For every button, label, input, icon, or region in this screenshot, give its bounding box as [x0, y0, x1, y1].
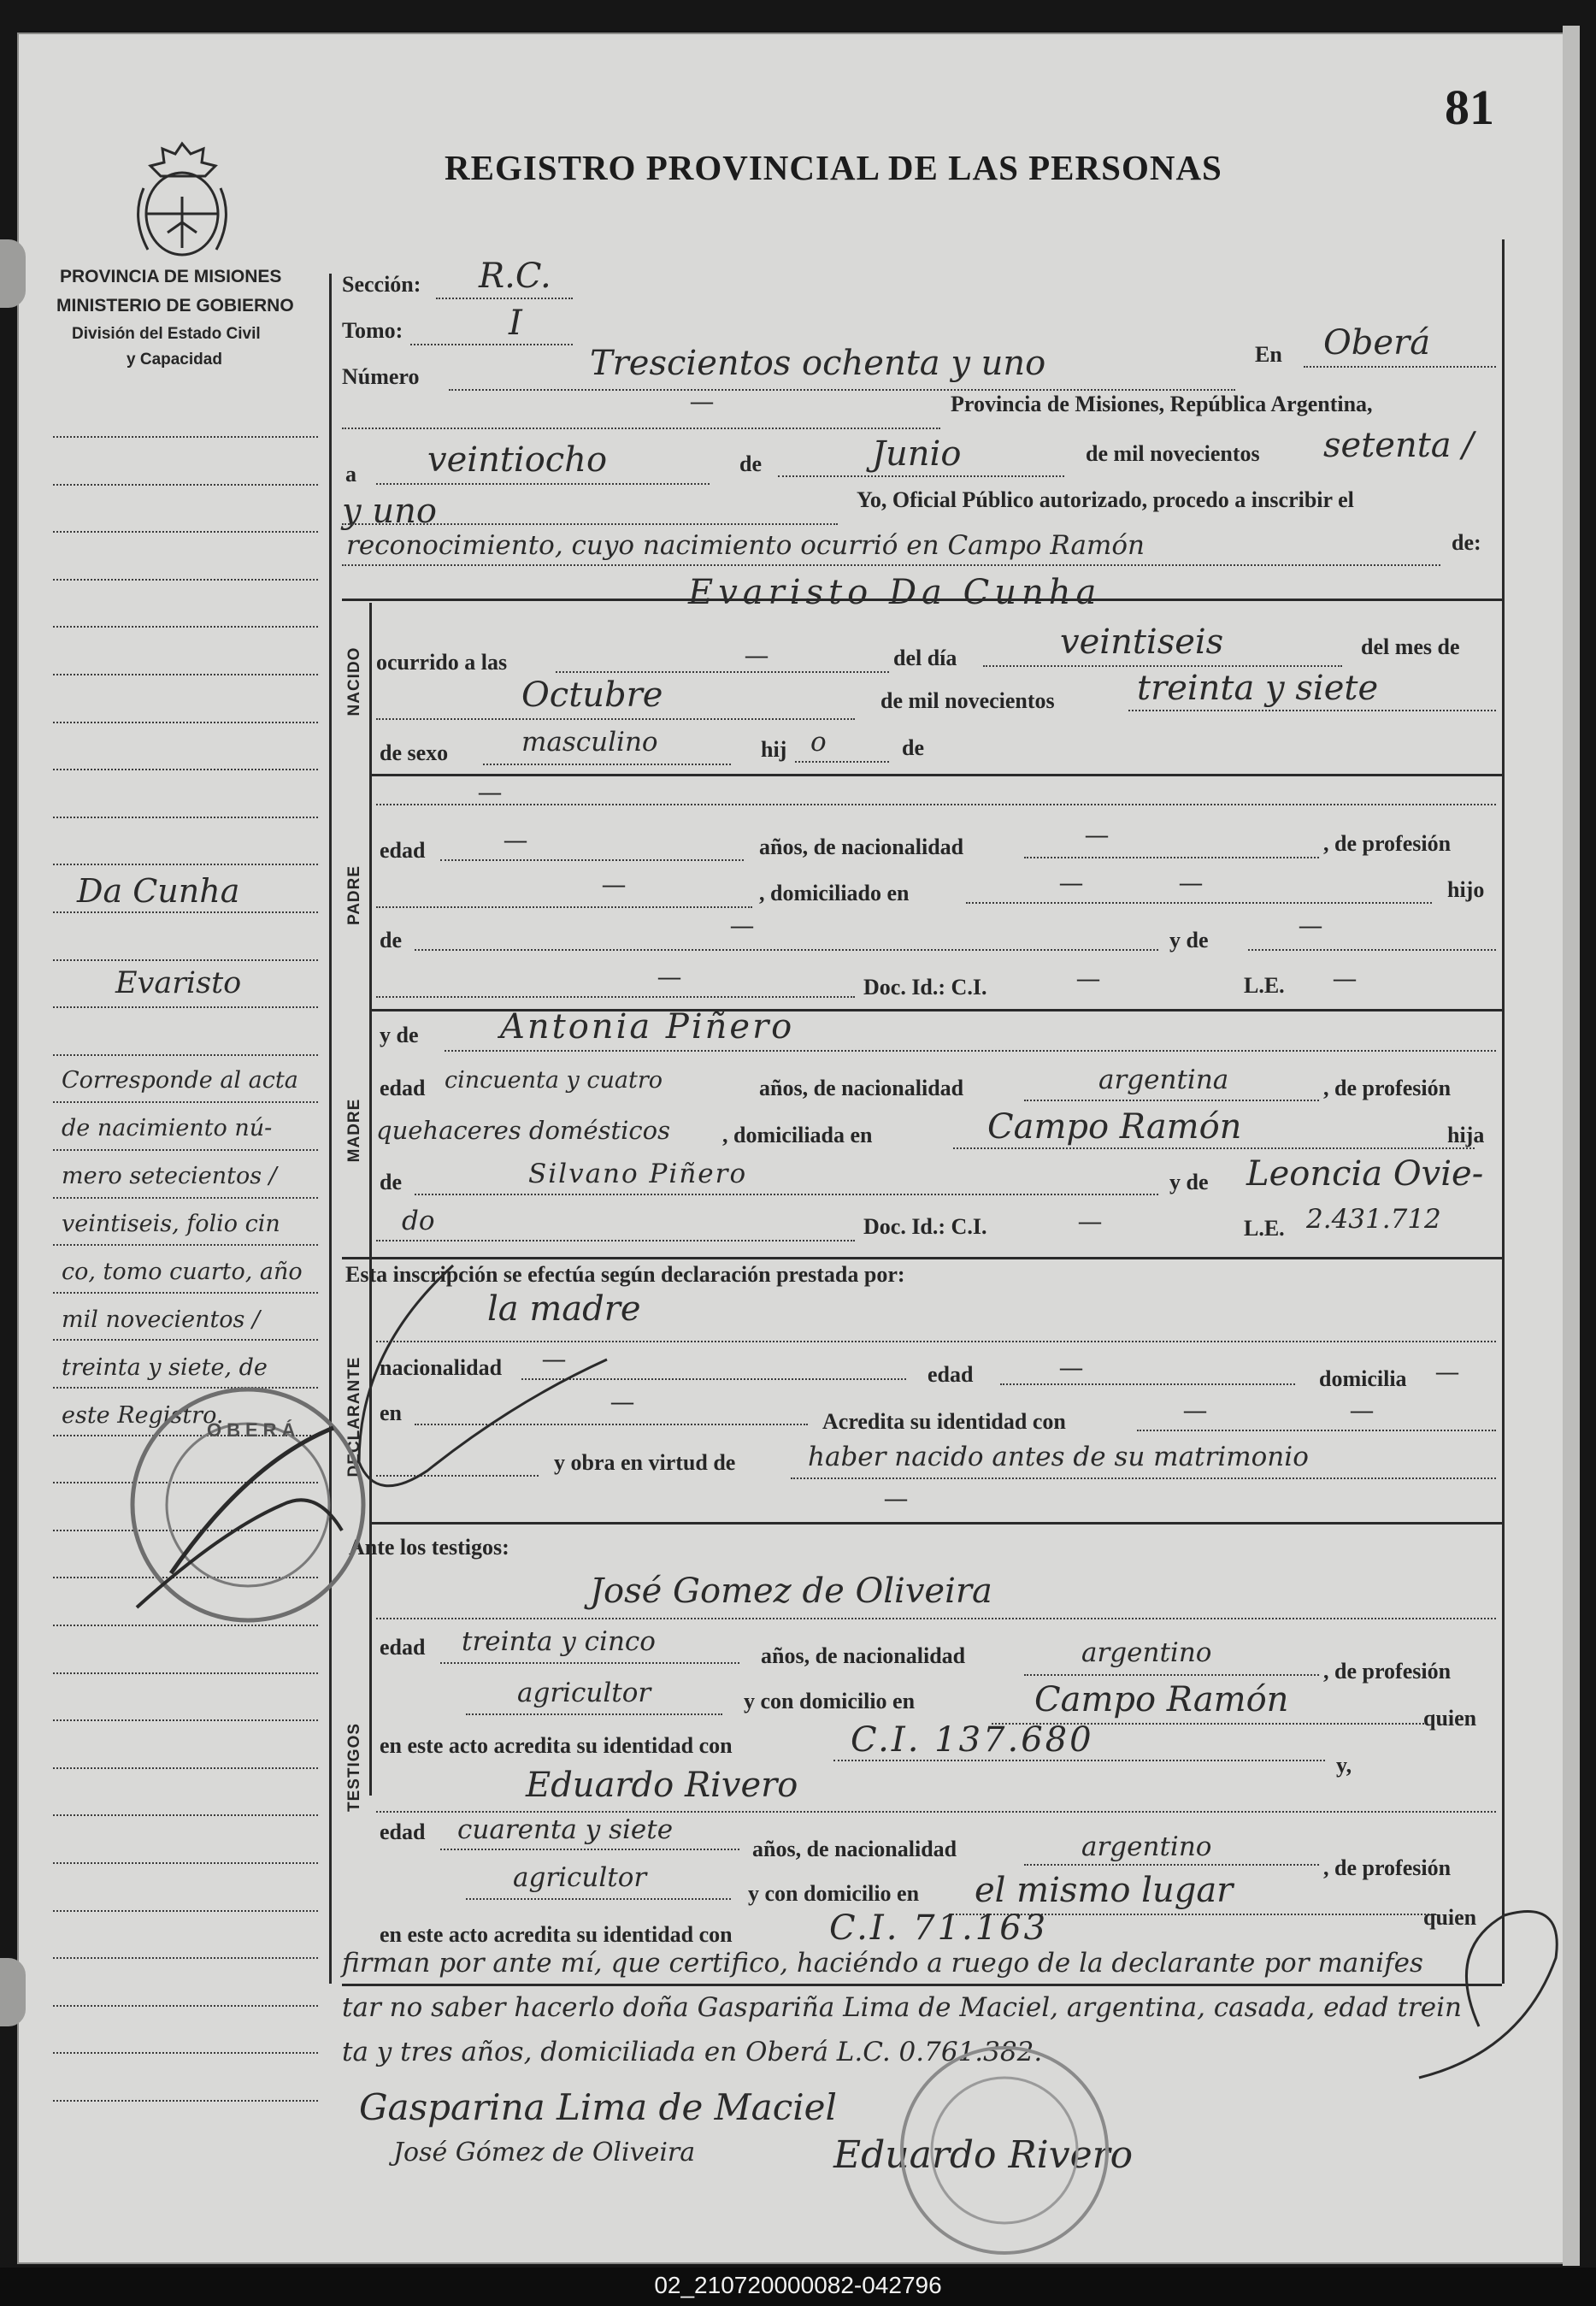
signature-flourish-icon: [1368, 1881, 1564, 2103]
padre-edad-dash: —: [504, 828, 527, 852]
padre-dash: —: [479, 780, 501, 805]
a-label: a: [345, 462, 356, 487]
seccion-value: R.C.: [479, 257, 551, 296]
del-mes-label: del mes de: [1361, 634, 1460, 659]
declarante-edad-label: edad: [928, 1362, 974, 1387]
madre-anos-label: años, de nacionalidad: [759, 1076, 964, 1100]
t1-edad-line: [440, 1662, 739, 1664]
anio-value: setenta /: [1323, 426, 1474, 465]
margin-rule: [53, 911, 318, 913]
domicilia-label: domicilia: [1319, 1366, 1407, 1391]
section-rule: [371, 774, 1502, 776]
madre-de-label: de: [380, 1170, 402, 1194]
section-madre: MADRE: [345, 1098, 363, 1163]
padre-doc-label: Doc. Id.: C.I.: [863, 975, 987, 1000]
margin-rule: [53, 1006, 318, 1008]
padre-ci-dash: —: [1077, 966, 1099, 991]
nacido-dia-value: veintiseis: [1060, 622, 1224, 662]
office-division: División del Estado Civil: [72, 325, 261, 343]
t1-profesion: agricultor: [517, 1678, 651, 1708]
madre-profesion-label: , de profesión: [1323, 1076, 1452, 1100]
t1-nacionalidad: argentino: [1081, 1637, 1212, 1668]
declarante-en-label: en: [380, 1401, 402, 1425]
margin-note-line: Corresponde al acta: [62, 1067, 298, 1094]
nacido-anio-value: treinta y siete: [1137, 669, 1379, 708]
binding-hole: [0, 1958, 26, 2026]
margin-rule: [53, 484, 318, 486]
seccion-line: [436, 298, 573, 299]
page-edge: [1563, 26, 1580, 2266]
padre-name-line: [376, 804, 1496, 805]
margin-rule: [53, 2100, 318, 2102]
office-province: PROVINCIA DE MISIONES: [60, 267, 282, 286]
margin-note-line: treinta y siete, de: [62, 1354, 268, 1381]
margin-note-line: mero setecientos /: [62, 1163, 277, 1189]
margin-rule: [53, 1054, 318, 1056]
margin-rule: [53, 2005, 318, 2007]
margin-apellido: Da Cunha: [77, 872, 240, 910]
margin-rule: [53, 864, 318, 865]
madre-padre-line: [415, 1194, 1158, 1195]
ocurrido-label: ocurrido a las: [376, 650, 508, 675]
closing-line-3: ta y tres años, domiciliada en Oberá L.C. 0.761.382.: [342, 2037, 1043, 2067]
signature-testigo-2: Eduardo Rivero: [833, 2133, 1134, 2177]
margin-rule: [53, 579, 318, 581]
padre-nac-line: [1024, 857, 1319, 858]
t1-prof-line: [466, 1713, 722, 1715]
margin-note-line: mil novecientos /: [62, 1306, 261, 1333]
madre-y-de-label: y de: [380, 1023, 419, 1047]
padre-y-de-label: y de: [1169, 928, 1209, 952]
t1-quien-label: quien: [1423, 1706, 1477, 1731]
nacido-mes-line: [376, 718, 855, 720]
t2-profesion: agricultor: [513, 1862, 647, 1893]
padre-profesion-label: , de profesión: [1323, 831, 1452, 856]
tomo-line: [410, 344, 573, 345]
madre-edad-label: edad: [380, 1076, 426, 1100]
declarante-por-value: la madre: [487, 1289, 641, 1329]
de-label: de: [739, 451, 762, 476]
margin-note-line: veintiseis, folio cin: [62, 1211, 280, 1237]
t1-edad-label: edad: [380, 1635, 426, 1660]
t2-domicilio-label: y con domicilio en: [748, 1881, 920, 1906]
nacido-anio-line: [1128, 710, 1496, 711]
nacido-de-label: de: [902, 735, 924, 760]
seal-text: OBERÁ: [207, 1419, 301, 1441]
en-line: [1304, 366, 1496, 368]
hij-label: hij: [761, 737, 787, 762]
mes-line: [778, 475, 1064, 477]
section-testigos: TESTIGOS: [345, 1722, 363, 1813]
declarante-acredita-dash-2: —: [1351, 1398, 1373, 1423]
lower-seal-icon: [855, 2035, 1154, 2266]
madre-nombre-line: [445, 1050, 1496, 1052]
en-label: En: [1255, 342, 1282, 367]
madre-le-value: 2.431.712: [1306, 1204, 1441, 1235]
declarante-intro: Esta inscripción se efectúa según declaración prestada por:: [345, 1262, 905, 1287]
margin-rule: [53, 1719, 318, 1721]
inscribir-line: [342, 564, 1440, 566]
page-number: 81: [1445, 80, 1494, 135]
padre-y-de-line: [1248, 949, 1496, 951]
section-declarante: DECLARANTE: [345, 1356, 363, 1477]
padre-prof-dash: —: [603, 872, 625, 897]
padre-edad-label: edad: [380, 838, 426, 863]
t2-nombre: Eduardo Rivero: [526, 1766, 798, 1805]
nacido-mil-label: de mil novecientos: [880, 688, 1055, 713]
tomo-value: I: [509, 304, 522, 343]
hij-value: o: [810, 727, 827, 758]
madre-madre-value: Leoncia Ovie-: [1246, 1154, 1484, 1194]
t1-doc-line: [833, 1760, 1325, 1761]
margin-note-line: este Registro.: [62, 1402, 224, 1429]
t2-prof-line: [466, 1898, 731, 1900]
dia-line: [376, 483, 710, 485]
sexo-value: masculino: [521, 727, 658, 758]
t2-quien-label: quien: [1423, 1905, 1477, 1930]
t2-acredita-label: en este acto acredita su identidad con: [380, 1922, 733, 1947]
declarante-edad-line: [1000, 1383, 1295, 1385]
mes-value: Junio: [872, 434, 962, 474]
mil-label: de mil novecientos: [1086, 441, 1260, 466]
t2-nacionalidad: argentino: [1081, 1831, 1212, 1862]
declarante-edad-dash: —: [1060, 1355, 1082, 1380]
margin-rule: [53, 1339, 318, 1341]
nombre-value: Evaristo Da Cunha: [688, 573, 1102, 612]
office-ministry: MINISTERIO DE GOBIERNO: [56, 296, 294, 316]
madre-le-label: L.E.: [1244, 1216, 1285, 1241]
signature-testigo-1: José Gómez de Oliveira: [393, 2138, 696, 2167]
margin-rule: [53, 674, 318, 675]
margin-rule: [53, 722, 318, 723]
section-nacido: NACIDO: [345, 646, 363, 717]
margin-rule: [53, 1149, 318, 1151]
anio-line: [342, 523, 838, 525]
t1-y-label: y,: [1336, 1753, 1352, 1778]
hij-line: [795, 761, 889, 763]
margin-rule: [53, 436, 318, 438]
numero-value: Trescientos ochenta y uno: [590, 344, 1046, 383]
declarante-en-dash: —: [611, 1389, 633, 1414]
nacido-mes-value: Octubre: [521, 675, 663, 715]
binding-hole: [0, 239, 26, 308]
anio-value-2: y uno: [342, 492, 437, 531]
dia-value: veintiocho: [427, 440, 608, 480]
madre-nacionalidad-value: argentina: [1098, 1065, 1229, 1095]
obra-label: y obra en virtud de: [554, 1450, 736, 1475]
signature-stroke-icon: [325, 1248, 615, 1539]
form-right-border: [1502, 239, 1505, 1984]
madre-doc-label: Doc. Id.: C.I.: [863, 1214, 987, 1239]
las-value: —: [745, 643, 768, 668]
page-title: REGISTRO PROVINCIAL DE LAS PERSONAS: [445, 148, 1222, 187]
t1-doc: C.I. 137.680: [851, 1720, 1094, 1760]
margin-rule: [53, 1957, 318, 1959]
t2-nac-line: [1024, 1864, 1319, 1866]
en-value: Oberá: [1323, 323, 1431, 363]
inscribir-value: reconocimiento, cuyo nacimiento ocurrió en Campo Ramón: [346, 530, 1145, 561]
margin-note-line: de nacimiento nú-: [62, 1115, 273, 1141]
madre-y-de2-label: y de: [1169, 1170, 1209, 1194]
numero-line: [449, 389, 1235, 391]
section-padre: PADRE: [345, 864, 363, 926]
t2-domicilio: el mismo lugar: [975, 1871, 1234, 1910]
de-colon: de:: [1452, 530, 1481, 555]
madre-domicilio-value: Campo Ramón: [987, 1107, 1242, 1147]
tomo-label: Tomo:: [342, 318, 403, 343]
madre-dom-line: [953, 1147, 1475, 1149]
madre-nombre-value: Antonia Piñero: [500, 1007, 795, 1047]
t1-anos-label: años, de nacionalidad: [761, 1643, 966, 1668]
padre-y-de-dash: —: [1299, 913, 1322, 938]
padre-de-label: de: [380, 928, 402, 952]
t1-nombre: José Gomez de Oliveira: [590, 1572, 992, 1611]
padre-dom-dash: —: [1060, 870, 1082, 895]
padre-doc-dash: —: [658, 964, 680, 989]
del-dia-label: del día: [893, 646, 957, 670]
padre-nac-dash: —: [1086, 823, 1108, 847]
sexo-line: [483, 764, 731, 765]
t2-edad-line: [440, 1849, 739, 1850]
hijo-label: hijo: [1447, 877, 1485, 902]
madre-profesion-value: quehaceres domésticos: [376, 1116, 670, 1145]
padre-de-line: [415, 949, 1158, 951]
las-line: [556, 671, 889, 673]
margin-rule: [53, 626, 318, 628]
margin-rule: [53, 1244, 318, 1246]
madre-madre-value-2: do: [402, 1206, 435, 1236]
padre-doc-line: [376, 996, 855, 998]
domiciliada-label: , domiciliada en: [722, 1123, 873, 1147]
coat-of-arms-icon: [127, 137, 238, 265]
testigos-intro: Ante los testigos:: [349, 1535, 509, 1560]
signature-declarante: Gasparina Lima de Maciel: [359, 2086, 837, 2128]
declarante-nac-label: nacionalidad: [380, 1355, 503, 1380]
t2-doc: C.I. 71.163: [829, 1908, 1049, 1948]
t2-edad: cuarenta y siete: [457, 1814, 674, 1845]
provincia-line: [342, 428, 940, 429]
margin-rule: [53, 817, 318, 818]
declarante-acredita-dash: —: [1184, 1398, 1206, 1423]
closing-line-2: tar no saber hacerlo doña Gaspariña Lima de Maciel, argentina, casada, edad trein: [342, 1992, 1462, 2023]
oficial-text: Yo, Oficial Público autorizado, procedo a inscribir el: [857, 487, 1354, 512]
acredita-label: Acredita su identidad con: [822, 1409, 1066, 1434]
margin-rule: [53, 1672, 318, 1674]
margin-rule: [53, 1101, 318, 1103]
padre-prof-line: [376, 906, 752, 908]
padre-dom-line: [966, 902, 1432, 904]
margin-rule: [53, 959, 318, 961]
t1-nombre-line: [376, 1618, 1496, 1619]
padre-le-dash: —: [1334, 966, 1356, 991]
t2-profesion-label: , de profesión: [1323, 1855, 1452, 1880]
padre-dom-dash-2: —: [1180, 870, 1202, 895]
padre-le-label: L.E.: [1244, 973, 1285, 998]
t1-domicilio-label: y con domicilio en: [744, 1689, 916, 1713]
margin-rule: [53, 1910, 318, 1912]
madre-doc-line: [376, 1240, 855, 1241]
closing-line-1: firman por ante mí, que certifico, haciéndo a ruego de la declarante por manifes: [342, 1948, 1423, 1979]
obra-line: [791, 1477, 1496, 1479]
margin-rule: [53, 769, 318, 770]
madre-ci-value: —: [1079, 1209, 1101, 1234]
declarante-nac-dash: —: [543, 1347, 565, 1371]
numero-label: Número: [342, 364, 420, 389]
margin-rule: [53, 1767, 318, 1769]
obra-dash: —: [885, 1486, 907, 1511]
margin-rule: [53, 2052, 318, 2054]
margin-rule: [53, 1292, 318, 1294]
declarante-acredita-line: [1137, 1430, 1496, 1431]
t2-nombre-line: [376, 1811, 1496, 1813]
declarante-dom-dash: —: [1436, 1359, 1458, 1384]
t1-profesion-label: , de profesión: [1323, 1659, 1452, 1684]
form-dash: —: [691, 389, 713, 414]
t2-anos-label: años, de nacionalidad: [752, 1837, 957, 1861]
provincia-text: Provincia de Misiones, República Argentina,: [951, 392, 1373, 416]
t1-edad: treinta y cinco: [462, 1626, 656, 1657]
footer-image-id: 02_210720000082-042796: [654, 2272, 942, 2298]
domiciliado-label: , domiciliado en: [759, 881, 910, 905]
t1-domicilio: Campo Ramón: [1034, 1680, 1289, 1719]
padre-anos-label: años, de nacionalidad: [759, 835, 964, 859]
margin-rule: [53, 1862, 318, 1864]
margin-rule: [53, 1197, 318, 1199]
office-capacity: y Capacidad: [127, 351, 222, 369]
madre-padre-value: Silvano Piñero: [528, 1159, 748, 1189]
section-rule: [342, 1984, 1502, 1986]
t2-edad-label: edad: [380, 1819, 426, 1844]
padre-de-dash: —: [731, 913, 753, 938]
t1-nac-line: [1024, 1674, 1319, 1676]
madre-edad-value: cincuenta y cuatro: [445, 1067, 663, 1094]
t1-acredita-label: en este acto acredita su identidad con: [380, 1733, 733, 1758]
nacido-dia-line: [983, 665, 1342, 667]
obra-value: haber nacido antes de su matrimonio: [808, 1442, 1309, 1472]
margin-nombre: Evaristo: [115, 966, 242, 1000]
margin-rule: [53, 531, 318, 533]
padre-edad-line: [440, 859, 744, 861]
sexo-label: de sexo: [380, 740, 449, 765]
seccion-label: Sección:: [342, 272, 421, 297]
hija-label: hija: [1447, 1123, 1485, 1147]
margin-rule: [53, 1814, 318, 1816]
form-left-border: [329, 274, 332, 1984]
madre-nac-line: [1024, 1100, 1319, 1101]
margin-note-line: co, tomo cuarto, año: [62, 1259, 303, 1285]
